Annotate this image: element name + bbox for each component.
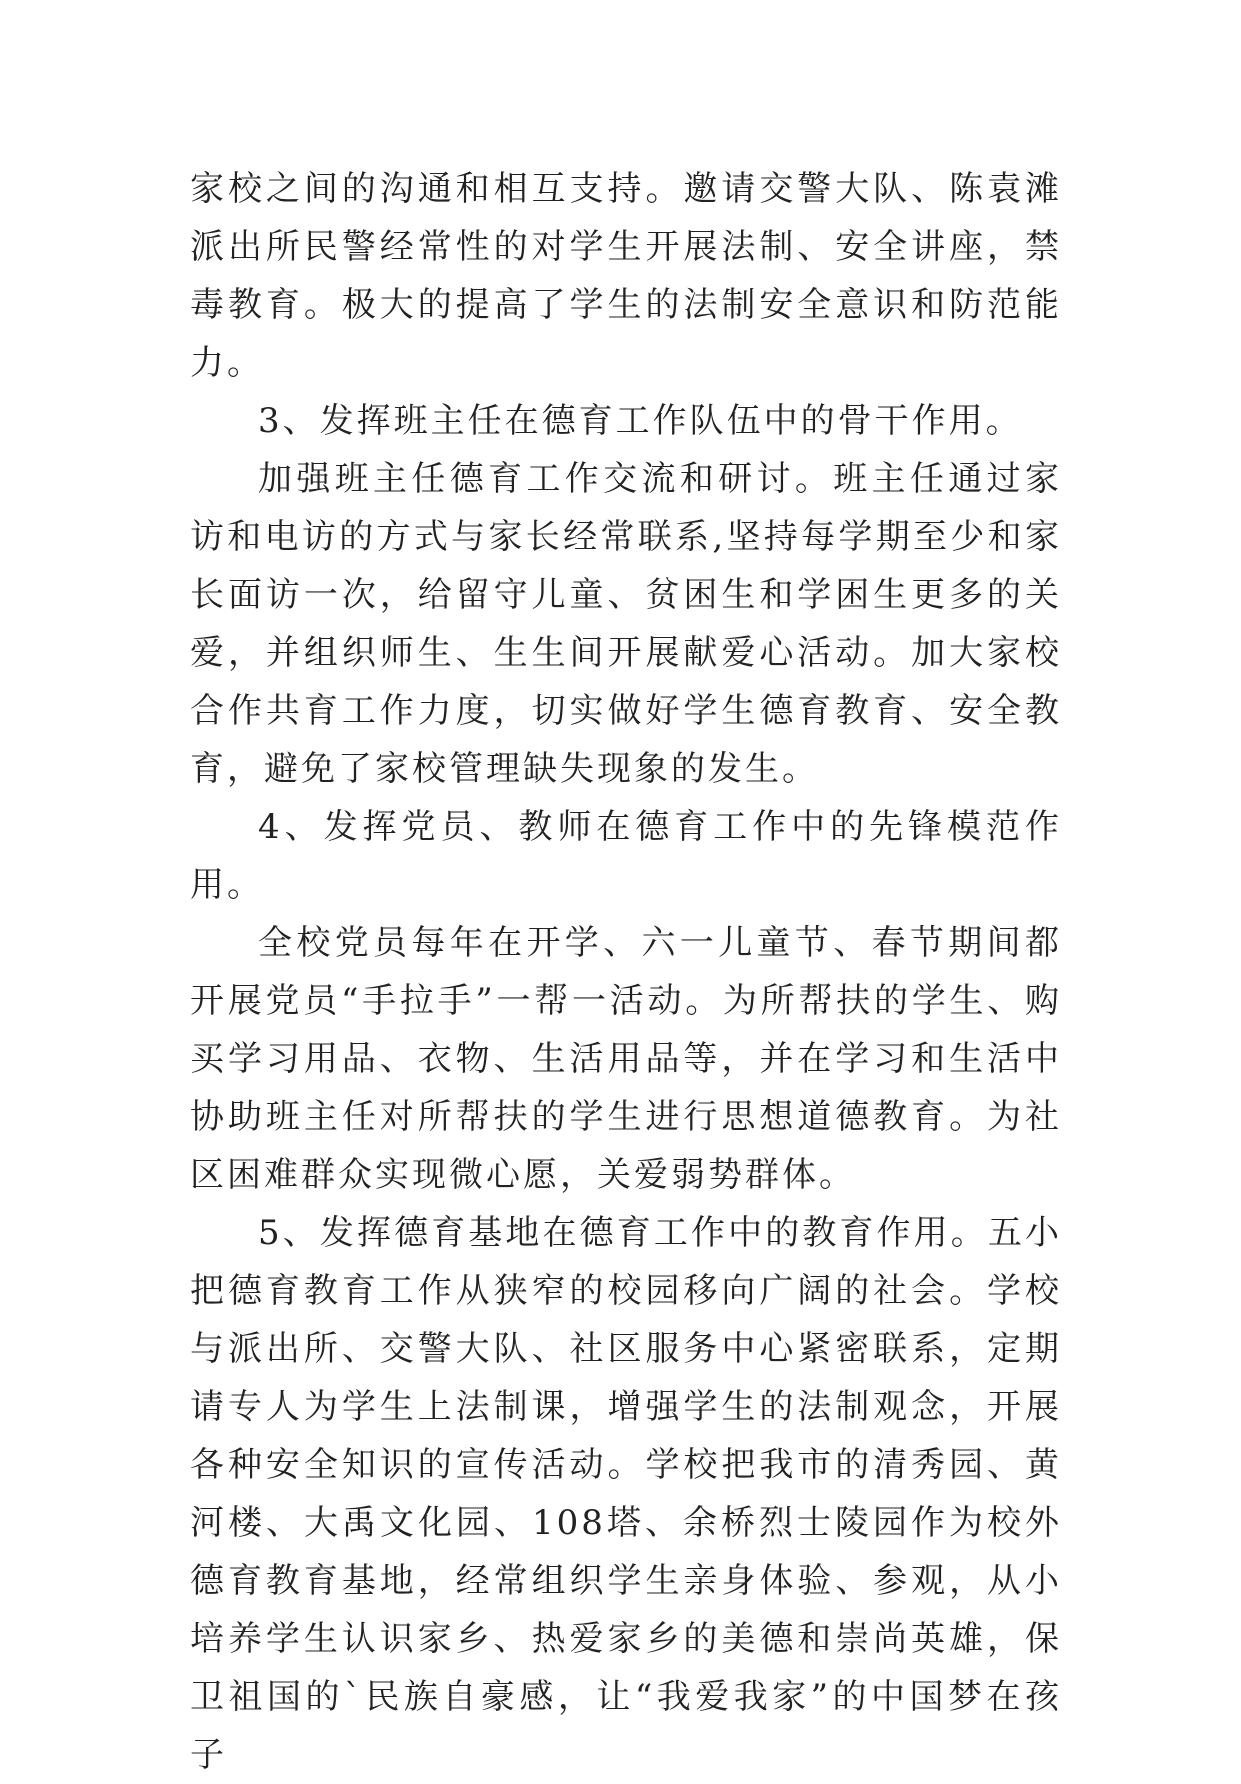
paragraph-moral-education-base: 5、发挥德育基地在德育工作中的教育作用。五小把德育教育工作从狭窄的校园移向广阔的社会。学校与派出所、交警大队、社区服务中心紧密联系，定期请专人为学生上法制课，增强学生的法制观念，开展各种安全知识的宣传活动。学校把我市的清秀园、黄河楼、大禹文化园、108塔、余桥烈士陵园作为校外德育教育基地，经常组织学生亲身体验、参观，从小培养学生认识家乡、热爱家乡的美德和崇尚英雄，保卫祖国的`民族自豪感，让“我爱我家”的中国梦在孩子 [190, 1213, 1062, 1775]
document-body [190, 160, 1062, 1784]
paragraph-continuation: 家校之间的沟通和相互支持。邀请交警大队、陈袁滩派出所民警经常性的对学生开展法制、安全讲座，禁毒教育。极大的提高了学生的法制安全意识和防范能力。 [190, 169, 1062, 383]
paragraph-class-teacher: 加强班主任德育工作交流和研讨。班主任通过家访和电访的方式与家长经常联系,坚持每学期至少和家长面访一次，给留守儿童、贫困生和学困生更多的关爱，并组织师生、生生间开展献爱心活动。加大家校合作共育工作力度，切实做好学生德育教育、安全教育，避免了家校管理缺失现象的发生。 [190, 459, 1062, 789]
section-heading-4: 4、发挥党员、教师在德育工作中的先锋模范作用。 [190, 807, 1062, 905]
section-heading-3: 3、发挥班主任在德育工作队伍中的骨干作用。 [258, 401, 1023, 441]
paragraph-party-members: 全校党员每年在开学、六一儿童节、春节期间都开展党员“手拉手”一帮一活动。为所帮扶的学生、购买学习用品、衣物、生活用品等，并在学习和生活中协助班主任对所帮扶的学生进行思想道德教育。为社区困难群众实现微心愿，关爱弱势群体。 [190, 923, 1062, 1195]
